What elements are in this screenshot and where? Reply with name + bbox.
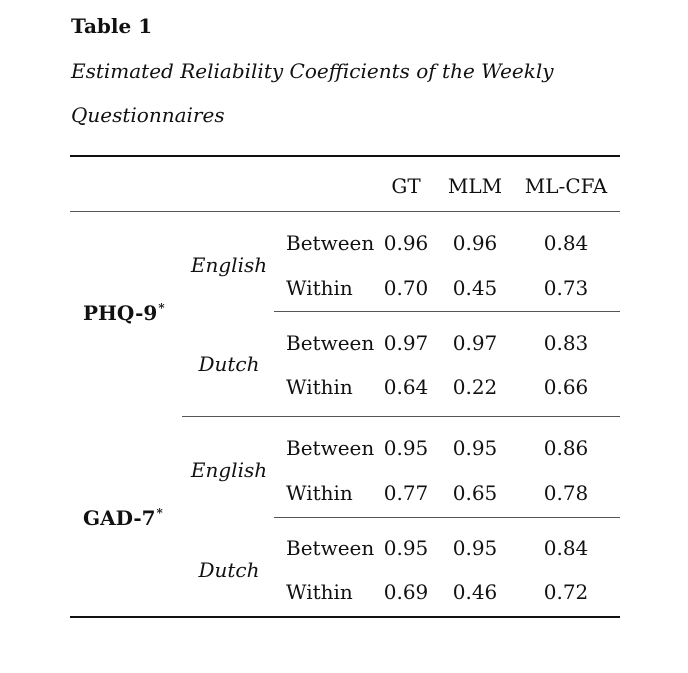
value-gt: 0.64 (383, 375, 429, 399)
group-label-gad7 (83, 501, 163, 530)
row-level: Between (286, 331, 375, 355)
value-mlcfa: 0.78 (543, 481, 589, 505)
value-mlm: 0.95 (452, 536, 498, 560)
group-name: GAD-7 (83, 506, 156, 530)
value-mlcfa: 0.83 (543, 331, 589, 355)
group-name: PHQ-9 (83, 301, 158, 325)
value-mlm: 0.65 (452, 481, 498, 505)
value-gt: 0.69 (383, 580, 429, 604)
header-rule (70, 211, 620, 212)
row-level: Between (286, 231, 375, 255)
value-mlm: 0.97 (452, 331, 498, 355)
column-header-gt: GT (391, 174, 421, 198)
value-gt: 0.77 (383, 481, 429, 505)
group-marker: * (156, 506, 163, 520)
row-level: Between (286, 436, 375, 460)
value-gt: 0.95 (383, 436, 429, 460)
top-rule (70, 155, 620, 157)
bottom-rule (70, 616, 620, 618)
gad-language-divider (274, 517, 620, 518)
row-level: Between (286, 536, 375, 560)
value-gt: 0.96 (383, 231, 429, 255)
value-mlm: 0.45 (452, 276, 498, 300)
value-gt: 0.97 (383, 331, 429, 355)
row-level: Within (286, 375, 353, 399)
language-label: Dutch (198, 558, 260, 582)
row-level: Within (286, 580, 353, 604)
language-label: English (190, 253, 268, 277)
row-level: Within (286, 276, 353, 300)
value-mlm: 0.96 (452, 231, 498, 255)
phq-language-divider (274, 311, 620, 312)
value-mlm: 0.46 (452, 580, 498, 604)
table-label: Table 1 (71, 14, 153, 38)
language-label: English (190, 458, 268, 482)
language-label: Dutch (198, 352, 260, 376)
value-gt: 0.95 (383, 536, 429, 560)
value-mlcfa: 0.72 (543, 580, 589, 604)
value-mlcfa: 0.84 (543, 536, 589, 560)
row-level: Within (286, 481, 353, 505)
column-header-mlcfa: ML-CFA (524, 174, 608, 198)
value-mlcfa: 0.73 (543, 276, 589, 300)
value-mlcfa: 0.84 (543, 231, 589, 255)
group-divider (182, 416, 620, 417)
table-caption-line-1: Estimated Reliability Coefficients of the Weekly (71, 59, 554, 83)
value-mlcfa: 0.86 (543, 436, 589, 460)
group-label-phq9 (83, 296, 165, 325)
group-marker: * (158, 301, 165, 315)
value-mlm: 0.22 (452, 375, 498, 399)
value-mlcfa: 0.66 (543, 375, 589, 399)
value-gt: 0.70 (383, 276, 429, 300)
table-caption-line-2: Questionnaires (71, 103, 225, 127)
value-mlm: 0.95 (452, 436, 498, 460)
column-header-mlm: MLM (447, 174, 503, 198)
